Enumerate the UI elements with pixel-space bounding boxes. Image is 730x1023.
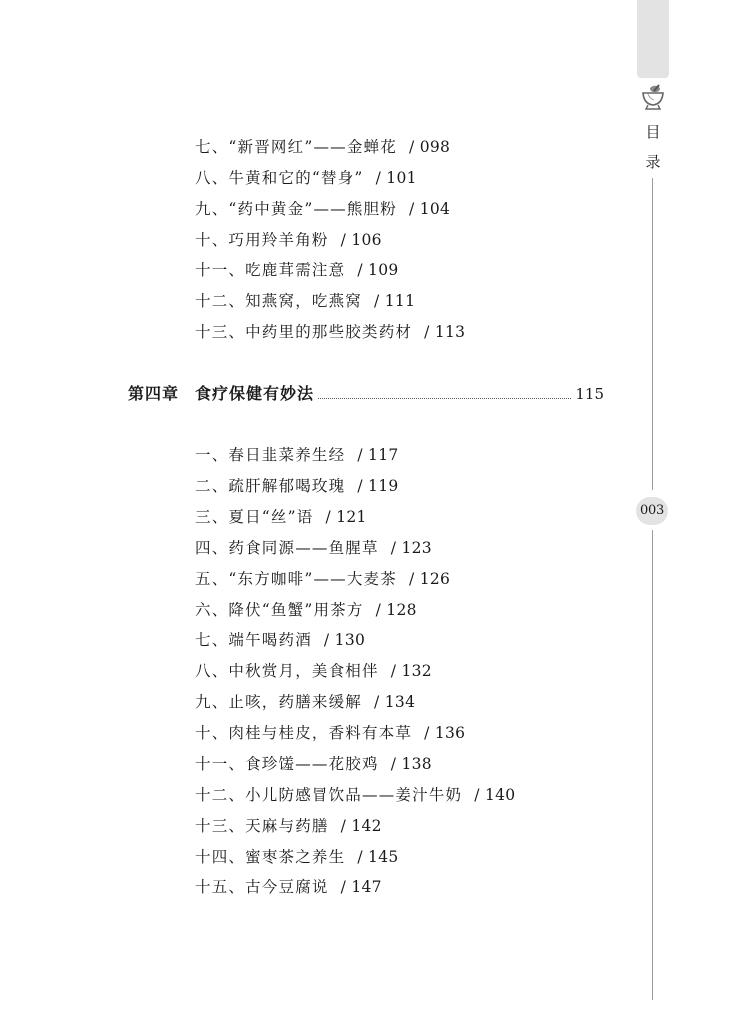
toc-entry[interactable] — [195, 474, 399, 498]
chapter-title: 食疗保健有妙法 — [195, 384, 315, 403]
toc-entry-title: 四、药食同源——鱼腥草 — [195, 539, 379, 557]
toc-entry-title: 五、“东方咖啡”——大麦茶 — [195, 570, 397, 588]
toc-entry-title: 十、肉桂与桂皮，香料有本草 — [195, 724, 413, 742]
toc-entry[interactable] — [195, 166, 417, 190]
dot-leader — [318, 398, 571, 399]
side-divider-top — [652, 178, 653, 490]
chapter-page: 115 — [575, 385, 604, 403]
toc-entry[interactable] — [195, 659, 432, 683]
toc-entry-page: / 104 — [408, 200, 451, 218]
toc-entry-title: 十二、知燕窝，吃燕窝 — [195, 292, 363, 310]
toc-entry-page: / 130 — [323, 631, 366, 649]
toc-entry[interactable] — [195, 752, 432, 776]
toc-entry[interactable] — [195, 228, 382, 252]
toc-entry-page: / 106 — [340, 231, 382, 249]
toc-entry[interactable] — [195, 320, 465, 344]
toc-entry-page: / 109 — [357, 261, 399, 279]
toc-entry[interactable] — [195, 258, 399, 282]
toc-entry-page: / 134 — [374, 693, 416, 711]
side-label-char-2: 录 — [645, 153, 661, 171]
toc-entry-title: 二、疏肝解郁喝玫瑰 — [195, 477, 346, 495]
toc-entry-page: / 126 — [408, 570, 451, 588]
toc-entry-page: / 117 — [357, 446, 399, 464]
toc-entry-page: / 136 — [424, 724, 466, 742]
toc-entry-page: / 138 — [390, 755, 432, 773]
toc-entry[interactable] — [195, 690, 415, 714]
toc-entry-page: / 111 — [374, 292, 416, 310]
toc-entry-title: 八、牛黄和它的“替身” — [195, 169, 364, 187]
mortar-pestle-icon — [639, 82, 667, 112]
chapter-number: 第四章 — [128, 384, 180, 403]
chapter-heading[interactable] — [128, 381, 604, 407]
side-divider-bottom — [652, 530, 653, 1000]
toc-entry-page: / 113 — [424, 323, 466, 341]
toc-entry-page: / 147 — [340, 878, 382, 896]
toc-entry-title: 十一、吃鹿茸需注意 — [195, 261, 346, 279]
toc-entry-page: / 140 — [474, 786, 516, 804]
toc-entry-page: / 119 — [357, 477, 399, 495]
toc-entry[interactable] — [195, 875, 382, 899]
toc-entry-page: / 142 — [340, 817, 382, 835]
toc-entry-page: / 145 — [357, 848, 399, 866]
toc-entry[interactable] — [195, 814, 382, 838]
toc-entry-title: 十一、食珍馐——花胶鸡 — [195, 755, 379, 773]
toc-entry[interactable] — [195, 135, 450, 159]
toc-entry[interactable] — [195, 845, 399, 869]
toc-entry[interactable] — [195, 289, 415, 313]
toc-entry-title: 十四、蜜枣茶之养生 — [195, 848, 346, 866]
toc-entry[interactable] — [195, 598, 417, 622]
toc-entry-page: / 121 — [325, 508, 367, 526]
toc-entry[interactable] — [195, 505, 367, 529]
toc-entry-title: 一、春日韭菜养生经 — [195, 446, 346, 464]
toc-entry-title: 十、巧用羚羊角粉 — [195, 231, 329, 249]
page-number-badge: 003 — [636, 497, 668, 525]
toc-entry-page: / 101 — [375, 169, 417, 187]
toc-entry[interactable] — [195, 721, 465, 745]
toc-entry[interactable] — [195, 443, 399, 467]
toc-entry[interactable] — [195, 783, 515, 807]
toc-entry-title: 十三、中药里的那些胶类药材 — [195, 323, 413, 341]
toc-entry[interactable] — [195, 197, 450, 221]
toc-entry-page: / 132 — [390, 662, 432, 680]
toc-entry-title: 十二、小儿防感冒饮品——姜汁牛奶 — [195, 786, 463, 804]
toc-entry-page: / 098 — [408, 138, 451, 156]
toc-entry[interactable] — [195, 628, 365, 652]
side-tab — [637, 0, 669, 78]
toc-entry-title: 六、降伏“鱼蟹”用茶方 — [195, 601, 364, 619]
toc-entry-title: 十三、天麻与药膳 — [195, 817, 329, 835]
toc-entry-page: / 128 — [375, 601, 417, 619]
toc-entry-title: 九、止咳，药膳来缓解 — [195, 693, 363, 711]
toc-entry-title: 七、端午喝药酒 — [195, 631, 312, 649]
toc-entry-title: 三、夏日“丝”语 — [195, 508, 314, 526]
side-label-char-1: 目 — [645, 123, 661, 141]
toc-entry-title: 七、“新晋网红”——金蝉花 — [195, 138, 397, 156]
toc-entry[interactable] — [195, 536, 432, 560]
toc-entry-title: 十五、古今豆腐说 — [195, 878, 329, 896]
toc-entry-title: 八、中秋赏月，美食相伴 — [195, 662, 379, 680]
toc-entry[interactable] — [195, 567, 450, 591]
toc-entry-title: 九、“药中黄金”——熊胆粉 — [195, 200, 397, 218]
toc-entry-page: / 123 — [390, 539, 432, 557]
